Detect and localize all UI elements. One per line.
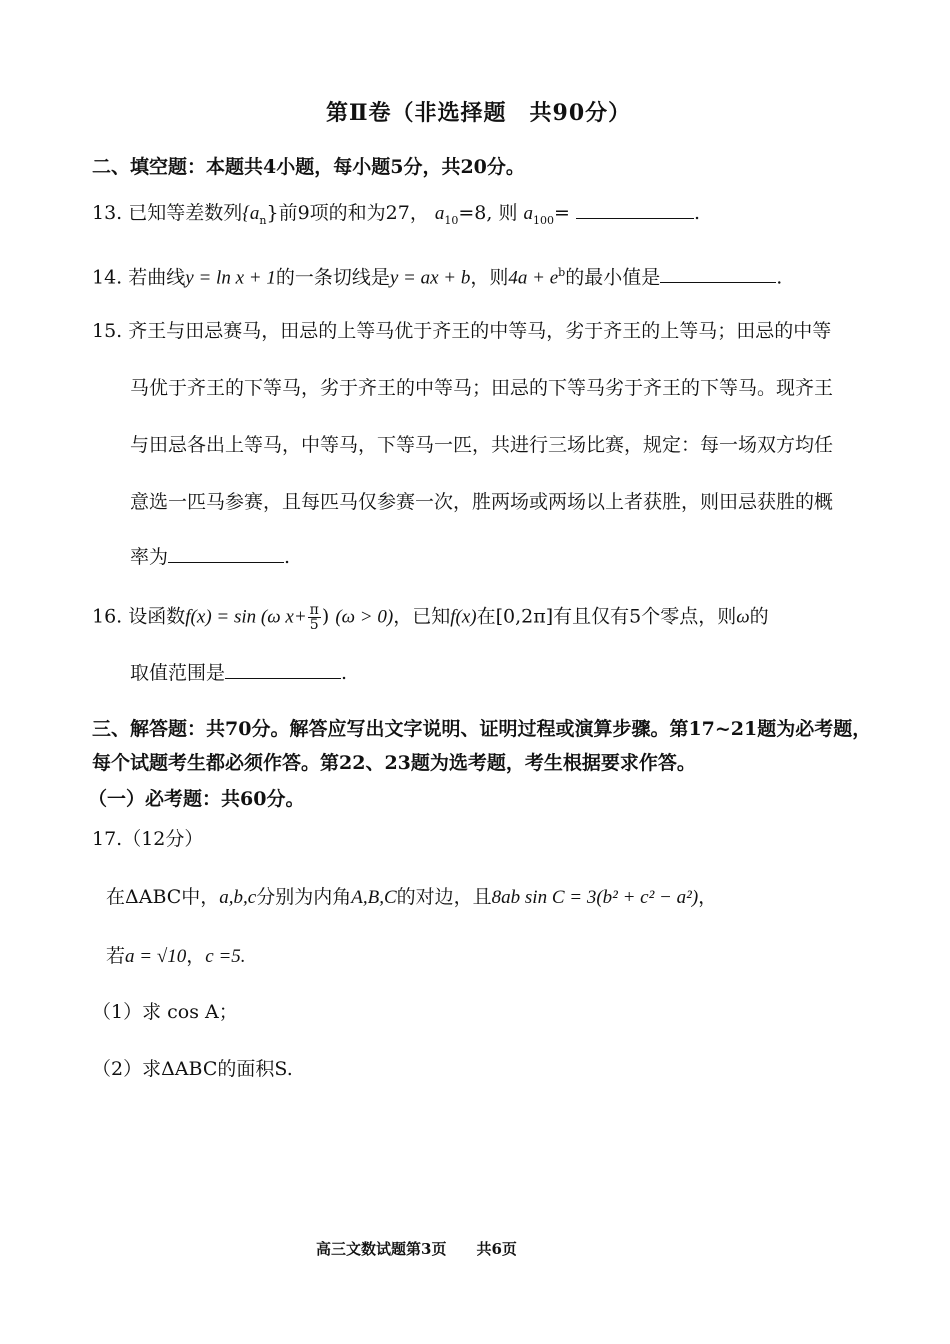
question-15-line-5 bbox=[130, 544, 290, 570]
question-17-number: 17.（12分） bbox=[92, 828, 204, 850]
question-14-number: 14. bbox=[92, 266, 123, 289]
page-footer-text: 高三文数试题第3页 共6页 bbox=[316, 1240, 517, 1258]
a10-symbol: a bbox=[434, 203, 445, 224]
a100-equals: = bbox=[554, 202, 570, 224]
section-2-heading bbox=[92, 154, 525, 180]
question-17-text-if: 若 bbox=[106, 945, 126, 967]
answer-blank-13[interactable] bbox=[576, 200, 694, 219]
sequence-close: } bbox=[266, 202, 279, 224]
question-16-text-e: 的 bbox=[749, 605, 769, 628]
a10-subscript: 10 bbox=[444, 213, 459, 227]
answer-blank-16[interactable] bbox=[225, 660, 341, 679]
function-expression: f(x) = sin (ω x+ bbox=[185, 606, 307, 628]
question-15-text-3: 与田忌各出上等马，中等马，下等马一匹，共进行三场比赛，规定：每一场双方均任 bbox=[130, 434, 834, 456]
question-13-number: 13. bbox=[92, 202, 123, 224]
question-13-text-a: 已知等差数列 bbox=[128, 202, 243, 224]
answer-blank-14[interactable] bbox=[660, 264, 776, 283]
question-17-part-2 bbox=[92, 1056, 293, 1082]
question-16-line-2 bbox=[130, 660, 347, 686]
section-3-heading-line-2 bbox=[92, 750, 696, 776]
omega-symbol: ω bbox=[736, 606, 750, 628]
interval: [0,2π] bbox=[495, 605, 554, 628]
question-15-line-3 bbox=[130, 432, 833, 458]
fraction-denominator: 5 bbox=[309, 617, 319, 633]
section-2-heading-text: 二、填空题：本题共4小题，每小题5分，共20分。 bbox=[92, 156, 525, 178]
question-13-end: . bbox=[694, 202, 701, 224]
question-15-line-4 bbox=[130, 489, 833, 515]
question-17-text-end: ， bbox=[698, 886, 718, 908]
expression: 4a + e bbox=[508, 267, 559, 289]
question-17-text-b: 分别为内角 bbox=[256, 886, 352, 908]
a100-symbol: a bbox=[523, 203, 534, 224]
question-13 bbox=[92, 200, 700, 234]
question-17-line-2 bbox=[106, 943, 246, 970]
section-3-text-1: 三、解答题：共70分。解答应写出文字说明、证明过程或演算步骤。第17~21题为必考题， bbox=[92, 718, 872, 740]
question-16-text-a: 设函数 bbox=[128, 605, 186, 628]
section-3-subheading-text: （一）必考题：共60分。 bbox=[88, 788, 305, 810]
question-15-line-2 bbox=[130, 375, 833, 401]
question-17-text-c: 的对边，且 bbox=[396, 886, 492, 908]
a100-subscript: 100 bbox=[533, 213, 555, 227]
sequence-symbol: {a bbox=[242, 203, 260, 224]
question-16-text-c: 在 bbox=[476, 605, 496, 628]
tangent-equation: y = ax + b bbox=[389, 267, 471, 289]
question-14-text-c: ，则 bbox=[470, 266, 509, 289]
page-title-text: 第Ⅱ卷（非选择题 共90分） bbox=[326, 100, 632, 126]
question-15-text-2: 马优于齐王的下等马，劣于齐王的中等马；田忌的下等马劣于齐王的下等马。现齐王 bbox=[130, 377, 834, 399]
question-14-text-a: 若曲线 bbox=[128, 266, 186, 289]
question-15-end: . bbox=[284, 546, 291, 568]
question-17-line-1 bbox=[106, 884, 717, 911]
curve-equation: y = ln x + 1 bbox=[185, 267, 276, 289]
question-15-text-4: 意选一匹马参赛，且每匹马仅参赛一次，胜两场或两场以上者获胜，则田忌获胜的概 bbox=[130, 491, 834, 513]
pi-over-5-fraction bbox=[308, 603, 321, 632]
question-15-line-1 bbox=[92, 318, 831, 344]
answer-blank-15[interactable] bbox=[168, 544, 284, 563]
question-14 bbox=[92, 260, 782, 291]
question-13-text-b: 前9项的和为27， bbox=[278, 202, 429, 224]
section-3-heading-line-1 bbox=[92, 716, 871, 742]
section-3-subheading bbox=[88, 786, 304, 812]
fx-symbol: f(x) bbox=[450, 606, 477, 628]
angles-ABC: A,B,C bbox=[351, 887, 397, 908]
condition-equation: 8ab sin C = 3(b² + c² − a²) bbox=[491, 887, 699, 908]
question-16-line-1 bbox=[92, 603, 769, 632]
question-14-end: . bbox=[776, 266, 783, 289]
question-15-text-1: 齐王与田忌赛马，田忌的上等马优于齐王的中等马，劣于齐王的上等马；田忌的中等 bbox=[128, 320, 832, 342]
question-17-part-1 bbox=[92, 999, 238, 1025]
question-16-end: . bbox=[341, 662, 348, 684]
question-17-comma: ， bbox=[186, 945, 206, 967]
question-17-text-a: 在ΔABC中， bbox=[106, 886, 220, 908]
question-17-header bbox=[92, 826, 203, 852]
question-17-part-1-text: （1）求 cos A； bbox=[92, 1001, 238, 1023]
fraction-numerator: π bbox=[309, 602, 319, 618]
question-14-text-b: 的一条切线是 bbox=[275, 266, 390, 289]
question-14-text-d: 的最小值是 bbox=[565, 266, 661, 289]
question-16-number: 16. bbox=[92, 605, 123, 628]
expression-exponent: b bbox=[558, 266, 566, 279]
page-title bbox=[326, 100, 631, 126]
question-15-text-5: 率为 bbox=[130, 546, 169, 568]
omega-condition: (ω > 0) bbox=[335, 606, 394, 628]
section-3-text-2: 每个试题考生都必须作答。第22、23题为选考题，考生根据要求作答。 bbox=[92, 752, 696, 774]
sequence-subscript: n bbox=[259, 213, 267, 227]
question-16-text-d: 有且仅有5个零点，则 bbox=[553, 605, 737, 628]
c-value: c =5. bbox=[205, 946, 246, 967]
function-close: ) bbox=[321, 605, 330, 628]
a10-value: =8, 则 bbox=[458, 202, 518, 224]
page-footer bbox=[316, 1236, 517, 1262]
a-value: a = √10 bbox=[125, 946, 187, 967]
sides-abc: a,b,c bbox=[219, 887, 257, 908]
question-16-text-b: ，已知 bbox=[393, 605, 451, 628]
question-16-text-2: 取值范围是 bbox=[130, 662, 226, 684]
question-17-part-2-text: （2）求ΔABC的面积S. bbox=[92, 1058, 293, 1080]
question-15-number: 15. bbox=[92, 320, 123, 342]
